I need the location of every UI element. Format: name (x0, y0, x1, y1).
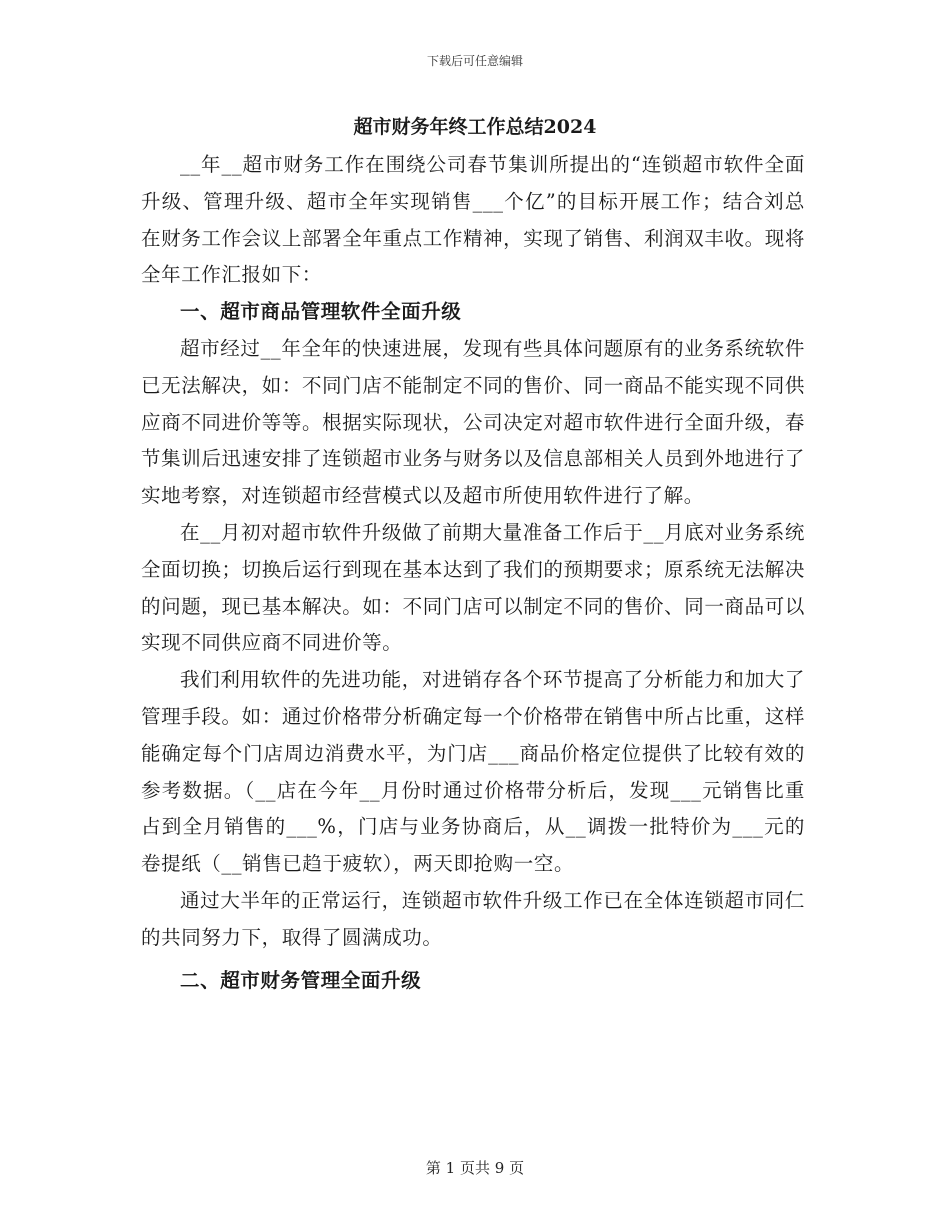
paragraph-price-analysis: 我们利用软件的先进功能，对进销存各个环节提高了分析能力和加大了管理手段。如：通过价格带分析确定每一个价格带在销售中所占比重，这样能确定每个门店周边消费水平，为门店___商品价格定位提供了比较有效的参考数据。（__店在今年__月份时通过价格带分析后，发现___元销售比重占到全月销售的___%，门店与业务协商后，从__调拨一批特价为___元的卷提纸（__销售已趋于疲软），两天即抢购一空。 (141, 668, 805, 876)
document-title: 超市财务年终工作总结2024 (353, 116, 597, 138)
document-body (141, 147, 805, 999)
section-heading-2: 二、超市财务管理全面升级 (180, 968, 422, 992)
paragraph-software-background: 超市经过__年全年的快速进展，发现有些具体问题原有的业务系统软件已无法解决，如：不同门店不能制定不同的售价、同一商品不能实现不同供应商不同进价等等。根据实际现状，公司决定对超市软件进行全面升级，春节集训后迅速安排了连锁超市业务与财务以及信息部相关人员到外地进行了实地考察，对连锁超市经营模式以及超市所使用软件进行了解。 (141, 336, 805, 508)
paragraph-upgrade-result: 通过大半年的正常运行，连锁超市软件升级工作已在全体连锁超市同仁的共同努力下，取得了圆满成功。 (141, 888, 805, 949)
page-header: 下载后可任意编辑 (426, 54, 523, 68)
paragraph-software-switch: 在__月初对超市软件升级做了前期大量准备工作后于__月底对业务系统全面切换；切换后运行到现在基本达到了我们的预期要求；原系统无法解决的问题，现已基本解决。如：不同门店可以制定不同的售价、同一商品可以实现不同供应商不同进价等。 (141, 520, 805, 655)
section-heading-1: 一、超市商品管理软件全面升级 (180, 300, 462, 324)
paragraph-intro: __年__超市财务工作在围绕公司春节集训所提出的“连锁超市软件全面升级、管理升级、超市全年实现销售___个亿”的目标开展工作；结合刘总在财务工作会议上部署全年重点工作精神，实现了销售、利润双丰收。现将全年工作汇报如下： (141, 153, 805, 287)
page-footer: 第 1 页共 9 页 (425, 1159, 525, 1177)
